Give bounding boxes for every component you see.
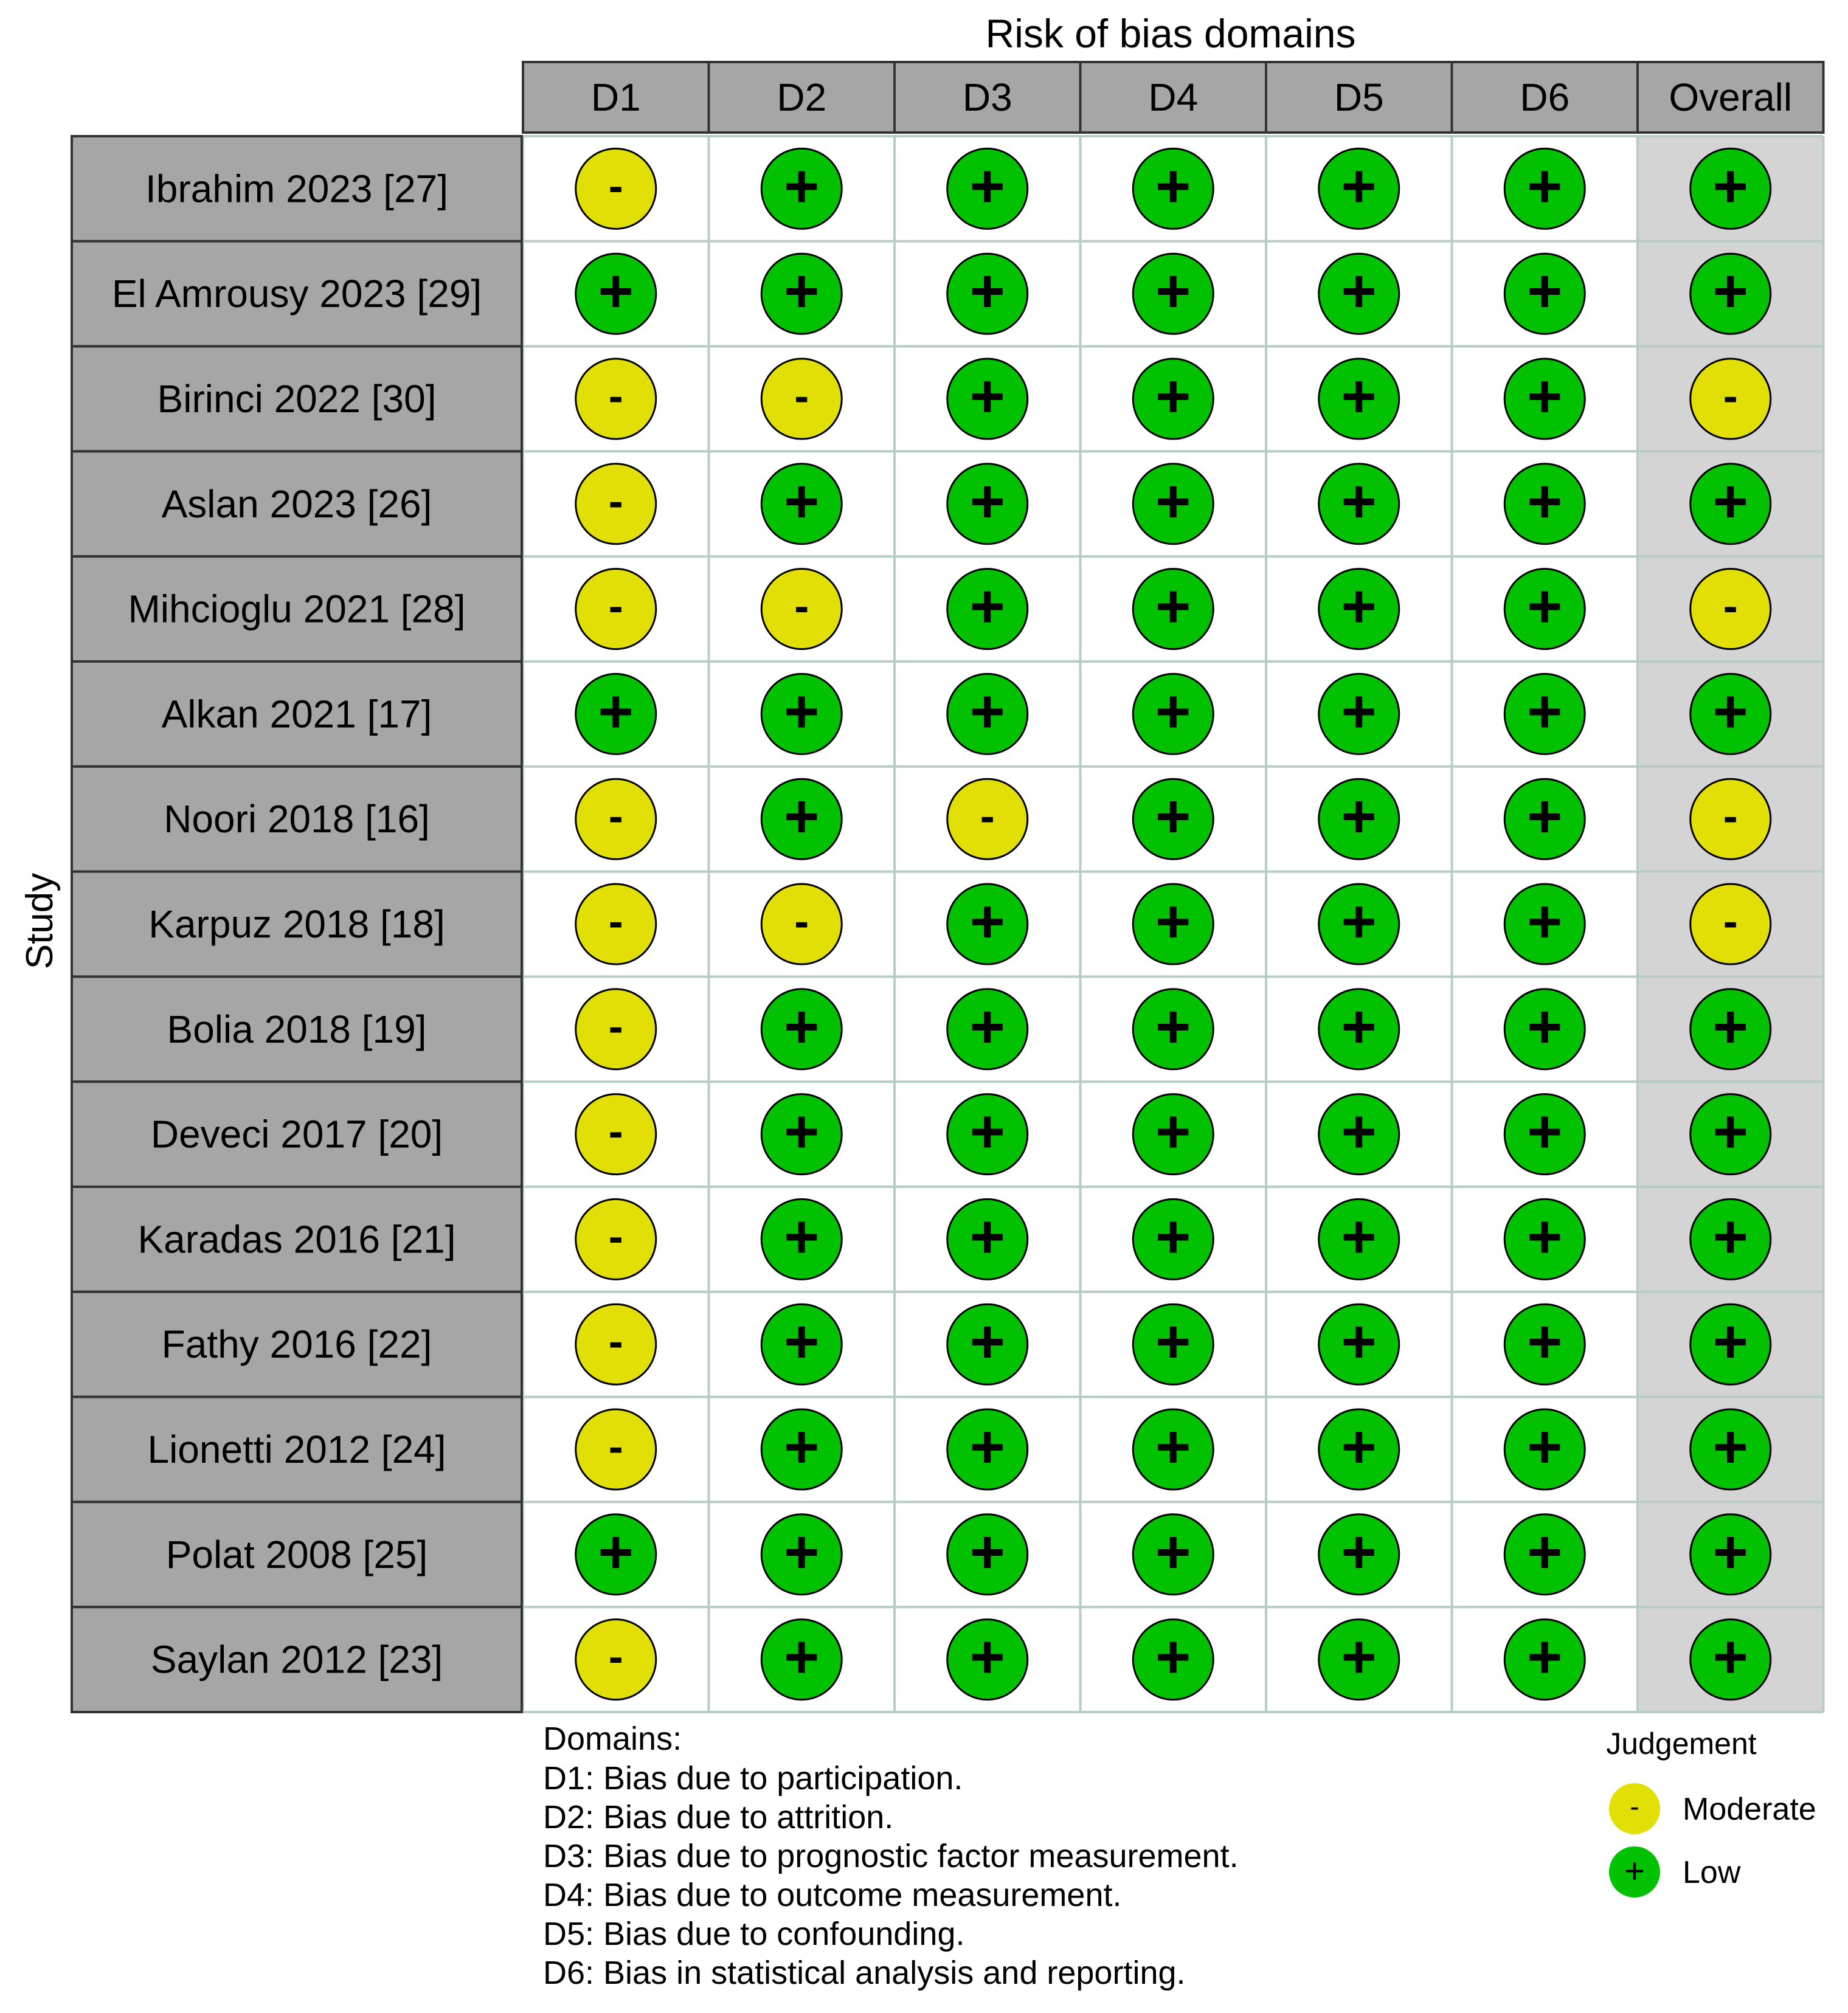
judgement-symbol: - [608,1423,623,1471]
judgement-symbol: + [784,1308,820,1376]
judgement-mark-moderate [576,1409,656,1490]
judgement-mark-moderate [576,884,656,964]
judgement-mark-low [947,569,1028,649]
judgement-mark-low [1319,359,1399,439]
judgement-symbol: + [969,888,1005,956]
judgement-mark-low [1133,1094,1213,1175]
column-header-label: D2 [777,75,827,119]
judgement-symbol: + [969,1203,1005,1271]
judgement-symbol: + [1155,257,1191,326]
judgement-symbol: + [969,992,1005,1061]
judgement-mark-low [761,779,842,859]
judgement-symbol: + [1155,1413,1191,1481]
chart-title: Risk of bias domains [985,11,1356,56]
judgement-mark-low [1504,464,1585,544]
judgement-symbol: + [1341,1413,1377,1481]
judgement-mark-low [1133,884,1213,964]
domain-description: D2: Bias due to attrition. [543,1799,894,1835]
judgement-mark-moderate [576,1094,656,1175]
judgement-symbol: - [608,1212,623,1262]
judgement-mark-low [761,1199,842,1279]
judgement-symbol: + [598,677,634,746]
legend-label: Low [1683,1855,1741,1890]
judgement-symbol: + [1341,572,1377,641]
judgement-symbol: + [1155,1097,1191,1166]
judgement-mark-low [1504,1409,1585,1490]
judgement-symbol: + [1155,782,1191,851]
judgement-symbol: + [1341,467,1377,536]
judgement-mark-moderate [576,1199,656,1279]
judgement-mark-moderate [1691,779,1771,859]
judgement-symbol: + [969,677,1005,746]
judgement-mark-low [1133,464,1213,544]
judgement-symbol: - [1723,582,1738,631]
judgement-symbol: + [1712,1413,1748,1481]
judgement-symbol: + [784,257,820,326]
legend [1606,1727,1816,1897]
judgement-symbol: + [784,782,820,851]
study-label: Karadas 2016 [21] [137,1217,456,1262]
judgement-mark-low [761,674,842,754]
judgement-symbol: + [969,1413,1005,1481]
judgement-mark-low [1504,1514,1585,1595]
domain-description: D3: Bias due to prognostic factor measurement. [543,1838,1239,1874]
judgement-mark-low [1319,1304,1399,1384]
judgement-symbol: + [784,1623,820,1691]
judgement-mark-moderate [576,779,656,859]
judgement-mark-low [761,148,842,229]
judgement-symbol: + [1155,1518,1191,1586]
judgement-symbol: + [969,1097,1005,1166]
judgement-symbol: + [784,1518,820,1586]
legend-item-low [1609,1846,1741,1897]
judgement-mark-low [1691,674,1771,754]
judgement-symbol: + [1712,992,1748,1061]
judgement-symbol: + [1527,1308,1563,1376]
judgement-symbol: + [969,152,1005,221]
judgement-symbol: + [1527,1097,1563,1166]
judgement-symbol: + [1527,1413,1563,1481]
judgement-mark-low [761,1304,842,1384]
study-label: El Amrousy 2023 [29] [111,272,482,316]
judgement-mark-low [947,1304,1028,1384]
judgement-symbol: - [794,582,809,631]
judgement-symbol: + [1155,1308,1191,1376]
legend-title: Judgement [1606,1727,1757,1761]
judgement-mark-moderate [576,1620,656,1700]
judgement-symbol: - [608,1107,623,1156]
judgement-symbol: + [1155,362,1191,430]
judgement-mark-low [1319,148,1399,229]
judgement-mark-low [1504,1094,1585,1175]
judgement-symbol: - [608,1317,623,1367]
judgement-symbol: + [969,362,1005,430]
judgement-mark-moderate [1691,569,1771,649]
judgement-mark-moderate [761,359,842,439]
judgement-symbol: + [1527,992,1563,1061]
judgement-mark-low [1504,674,1585,754]
judgement-symbol: - [980,792,995,841]
judgement-mark-low [1133,779,1213,859]
judgement-mark-low [576,254,656,334]
judgement-mark-low [1319,1199,1399,1279]
judgement-mark-low [1691,1514,1771,1595]
study-label: Fathy 2016 [22] [161,1322,432,1367]
domain-description: D1: Bias due to participation. [543,1760,963,1797]
judgement-symbol: + [1155,1623,1191,1691]
judgement-symbol: + [1341,782,1377,851]
judgement-mark-low [947,1514,1028,1595]
judgement-mark-low [947,254,1028,334]
judgement-mark-low [1133,254,1213,334]
study-label: Karpuz 2018 [18] [148,902,445,946]
judgement-symbol: + [1341,1097,1377,1166]
judgement-symbol: + [598,1518,634,1586]
judgement-symbol: + [1341,1203,1377,1271]
judgement-marks [576,148,1771,1699]
judgement-mark-moderate [761,569,842,649]
judgement-symbol: + [1341,257,1377,326]
judgement-mark-low [761,254,842,334]
y-axis-label: Study [19,872,61,970]
judgement-mark-low [1504,1620,1585,1700]
legend-symbol: + [1624,1851,1645,1891]
judgement-mark-low [1691,1199,1771,1279]
judgement-symbol: - [608,792,623,841]
judgement-mark-low [1319,1620,1399,1700]
study-label: Noori 2018 [16] [164,797,430,841]
judgement-mark-low [1691,1409,1771,1490]
judgement-mark-low [1504,989,1585,1069]
judgement-symbol: + [1341,1308,1377,1376]
judgement-symbol: + [1527,152,1563,221]
judgement-mark-low [761,1620,842,1700]
judgement-mark-moderate [1691,884,1771,964]
judgement-mark-low [1504,779,1585,859]
judgement-symbol: - [1723,372,1738,421]
judgement-symbol: + [1155,152,1191,221]
judgement-symbol: + [1527,1623,1563,1691]
study-label: Ibrahim 2023 [27] [145,167,449,211]
judgement-mark-moderate [576,1304,656,1384]
column-header-label: D4 [1148,75,1199,119]
judgement-symbol: - [608,1002,623,1051]
judgement-symbol: + [969,467,1005,536]
judgement-mark-low [947,1094,1028,1175]
judgement-mark-low [1133,359,1213,439]
judgement-symbol: + [1527,362,1563,430]
domain-description: D5: Bias due to confounding. [543,1916,965,1952]
study-label: Alkan 2021 [17] [161,692,432,736]
domain-description: D6: Bias in statistical analysis and reporting. [543,1955,1186,1991]
judgement-mark-low [947,359,1028,439]
judgement-mark-low [761,989,842,1069]
judgement-symbol: - [608,372,623,421]
judgement-mark-low [1133,1620,1213,1700]
judgement-mark-low [947,1199,1028,1279]
judgement-symbol: + [1712,257,1748,326]
judgement-mark-low [761,1409,842,1490]
judgement-mark-low [947,1620,1028,1700]
judgement-symbol: + [1341,677,1377,746]
judgement-symbol: + [1527,782,1563,851]
study-label: Lionetti 2012 [24] [147,1428,446,1471]
legend-symbol: - [1630,1790,1639,1822]
judgement-mark-low [1504,884,1585,964]
judgement-symbol: + [969,1623,1005,1691]
judgement-symbol: - [608,582,623,631]
judgement-mark-low [947,989,1028,1069]
judgement-symbol: + [784,1097,820,1166]
judgement-mark-low [1319,1409,1399,1490]
judgement-mark-moderate [576,359,656,439]
judgement-mark-low [1133,1409,1213,1490]
judgement-symbol: + [1712,1623,1748,1691]
judgement-symbol: + [1712,152,1748,221]
judgement-mark-low [1691,1304,1771,1384]
judgement-symbol: + [784,152,820,221]
judgement-mark-moderate [576,569,656,649]
judgement-symbol: + [1155,677,1191,746]
judgement-mark-moderate [1691,359,1771,439]
legend-item-moderate [1609,1783,1816,1834]
judgement-mark-low [1319,569,1399,649]
judgement-symbol: + [1527,257,1563,326]
judgement-mark-low [1319,1094,1399,1175]
judgement-symbol: + [1712,677,1748,746]
judgement-symbol: + [1527,467,1563,536]
judgement-mark-low [1691,148,1771,229]
judgement-symbol: + [1341,362,1377,430]
judgement-symbol: + [969,1308,1005,1376]
judgement-symbol: + [784,677,820,746]
judgement-mark-low [1504,1199,1585,1279]
domains-heading: Domains: [543,1721,682,1757]
judgement-symbol: + [598,257,634,326]
column-headers [523,62,1824,133]
judgement-symbol: + [1712,1308,1748,1376]
column-header-label: D1 [590,75,641,119]
judgement-symbol: - [794,897,809,946]
judgement-symbol: + [784,1413,820,1481]
judgement-symbol: + [784,467,820,536]
judgement-symbol: + [1155,888,1191,956]
judgement-symbol: - [1723,792,1738,841]
judgement-symbol: + [1712,1203,1748,1271]
judgement-mark-low [761,1094,842,1175]
domain-descriptions [543,1721,1239,1991]
judgement-symbol: + [1341,888,1377,956]
judgement-symbol: + [1155,572,1191,641]
judgement-symbol: - [608,477,623,526]
judgement-mark-low [1319,1514,1399,1595]
judgement-mark-low [1319,884,1399,964]
judgement-mark-low [1691,464,1771,544]
judgement-symbol: - [608,1632,623,1682]
judgement-mark-low [1319,674,1399,754]
judgement-mark-moderate [576,148,656,229]
judgement-mark-low [1504,148,1585,229]
judgement-mark-low [1691,254,1771,334]
judgement-mark-low [1133,674,1213,754]
judgement-symbol: + [1341,992,1377,1061]
judgement-symbol: + [1527,1518,1563,1586]
judgement-mark-low [1133,148,1213,229]
judgement-symbol: + [1155,1203,1191,1271]
judgement-symbol: - [608,162,623,211]
judgement-symbol: + [1527,888,1563,956]
judgement-mark-low [576,1514,656,1595]
judgement-symbol: + [969,1518,1005,1586]
judgement-symbol: - [608,897,623,946]
judgement-mark-moderate [576,464,656,544]
judgement-mark-low [761,1514,842,1595]
judgement-mark-low [1319,989,1399,1069]
judgement-symbol: + [1712,1518,1748,1586]
judgement-mark-low [947,148,1028,229]
column-header-label: Overall [1669,75,1793,119]
legend-label: Moderate [1683,1792,1816,1827]
column-header-label: D5 [1334,75,1384,119]
judgement-mark-low [947,674,1028,754]
study-label: Mihcioglu 2021 [28] [128,587,466,631]
judgement-mark-moderate [761,884,842,964]
study-label: Deveci 2017 [20] [150,1112,443,1156]
judgement-symbol: + [1527,1203,1563,1271]
judgement-symbol: - [1723,897,1738,946]
judgement-mark-low [1319,464,1399,544]
judgement-mark-low [1691,1620,1771,1700]
column-header-label: D6 [1520,75,1570,119]
judgement-mark-low [1319,254,1399,334]
judgement-symbol: + [1527,677,1563,746]
judgement-symbol: + [1341,1518,1377,1586]
column-header-label: D3 [962,75,1012,119]
study-label: Saylan 2012 [23] [150,1637,443,1682]
judgement-symbol: + [1155,992,1191,1061]
judgement-mark-low [1691,1094,1771,1175]
judgement-symbol: + [1712,467,1748,536]
judgement-symbol: + [1527,572,1563,641]
judgement-mark-low [1691,989,1771,1069]
judgement-mark-low [947,464,1028,544]
judgement-mark-low [1504,569,1585,649]
judgement-symbol: + [1712,1097,1748,1166]
judgement-mark-low [1504,359,1585,439]
study-labels [72,136,522,1712]
judgement-symbol: - [794,372,809,421]
judgement-symbol: + [784,1203,820,1271]
domain-description: D4: Bias due to outcome measurement. [543,1877,1122,1913]
judgement-symbol: + [969,572,1005,641]
judgement-mark-moderate [576,989,656,1069]
judgement-mark-low [1133,569,1213,649]
judgement-mark-low [576,674,656,754]
judgement-mark-low [1504,1304,1585,1384]
study-label: Bolia 2018 [19] [167,1007,427,1051]
judgement-mark-low [761,464,842,544]
judgement-mark-low [1133,1199,1213,1279]
study-label: Polat 2008 [25] [165,1532,428,1576]
judgement-mark-low [1133,1304,1213,1384]
judgement-symbol: + [1341,1623,1377,1691]
judgement-symbol: + [784,992,820,1061]
judgement-symbol: + [969,257,1005,326]
judgement-mark-low [1133,1514,1213,1595]
study-label: Birinci 2022 [30] [157,377,437,421]
judgement-mark-low [947,1409,1028,1490]
study-label: Aslan 2023 [26] [161,482,432,526]
judgement-mark-low [947,884,1028,964]
judgement-mark-moderate [947,779,1028,859]
judgement-mark-low [1319,779,1399,859]
judgement-mark-low [1504,254,1585,334]
judgement-symbol: + [1155,467,1191,536]
judgement-mark-low [1133,989,1213,1069]
judgement-symbol: + [1341,152,1377,221]
